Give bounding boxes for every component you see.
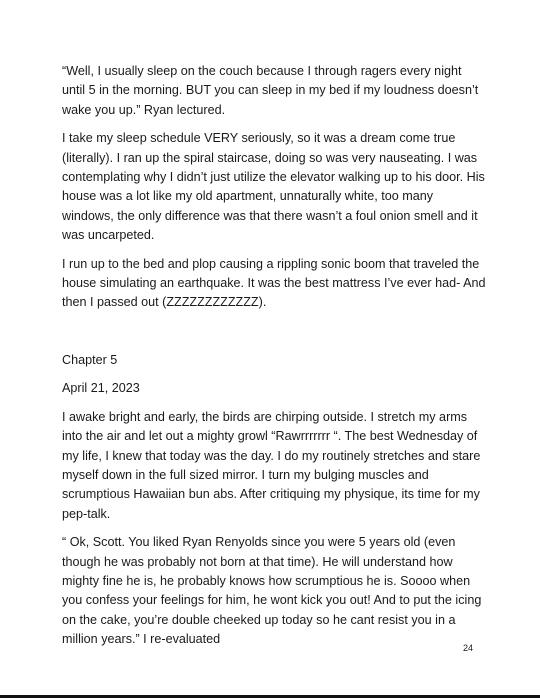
document-page [62,62,486,659]
paragraph-5: “ Ok, Scott. You liked Ryan Renyolds since you were 5 years old (even though he was probably not born at that time). He will understand how mighty fine he is, he probably knows how scrumptious he is. Soooo when you confess your feelings for him, he wont kick you out! And to put the icing on the cake, you’re double cheeked up today so he cant resist you in a million years.” I re-evaluated [62,535,482,647]
paragraph-4: I awake bright and early, the birds are chirping outside. I stretch my arms into the air and let out a mighty growl “Rawrrrrrrr “. The best Wednesday of my life, I knew that today was the day. I do my routinely stretches and stare myself down in the full sized mirror. I turn my bulging muscles and scrumptious Hawaiian bun abs. After critiquing my physique, its time for my pep-talk. [62,409,481,521]
chapter-title: Chapter 5 [62,352,118,367]
page-number: 24 [463,643,474,653]
chapter-date: April 21, 2023 [62,381,140,396]
paragraph-2: I take my sleep schedule VERY seriously, so it was a dream come true (literally). I ran up the spiral staircase, doing so was very nauseating. I was contemplating why I didn’t just utilize the elevator walking up to his door. His house was a lot like my old apartment, unnaturally white, too many windows, the only difference was that there wasn’t a foul onion smell and it was uncarpeted. [62,131,485,243]
section-gap [62,322,486,351]
paragraph-3: I run up to the bed and plop causing a rippling sonic boom that traveled the house simulating an earthquake. It was the best mattress I’ve ever had- And then I passed out (ZZZZZZZZZZZZ). [62,256,486,310]
paragraph-1: “Well, I usually sleep on the couch because I through ragers every night until 5 in the morning. BUT you can sleep in my bed if my loudness doesn’t wake you up.” Ryan lectured. [62,64,479,117]
